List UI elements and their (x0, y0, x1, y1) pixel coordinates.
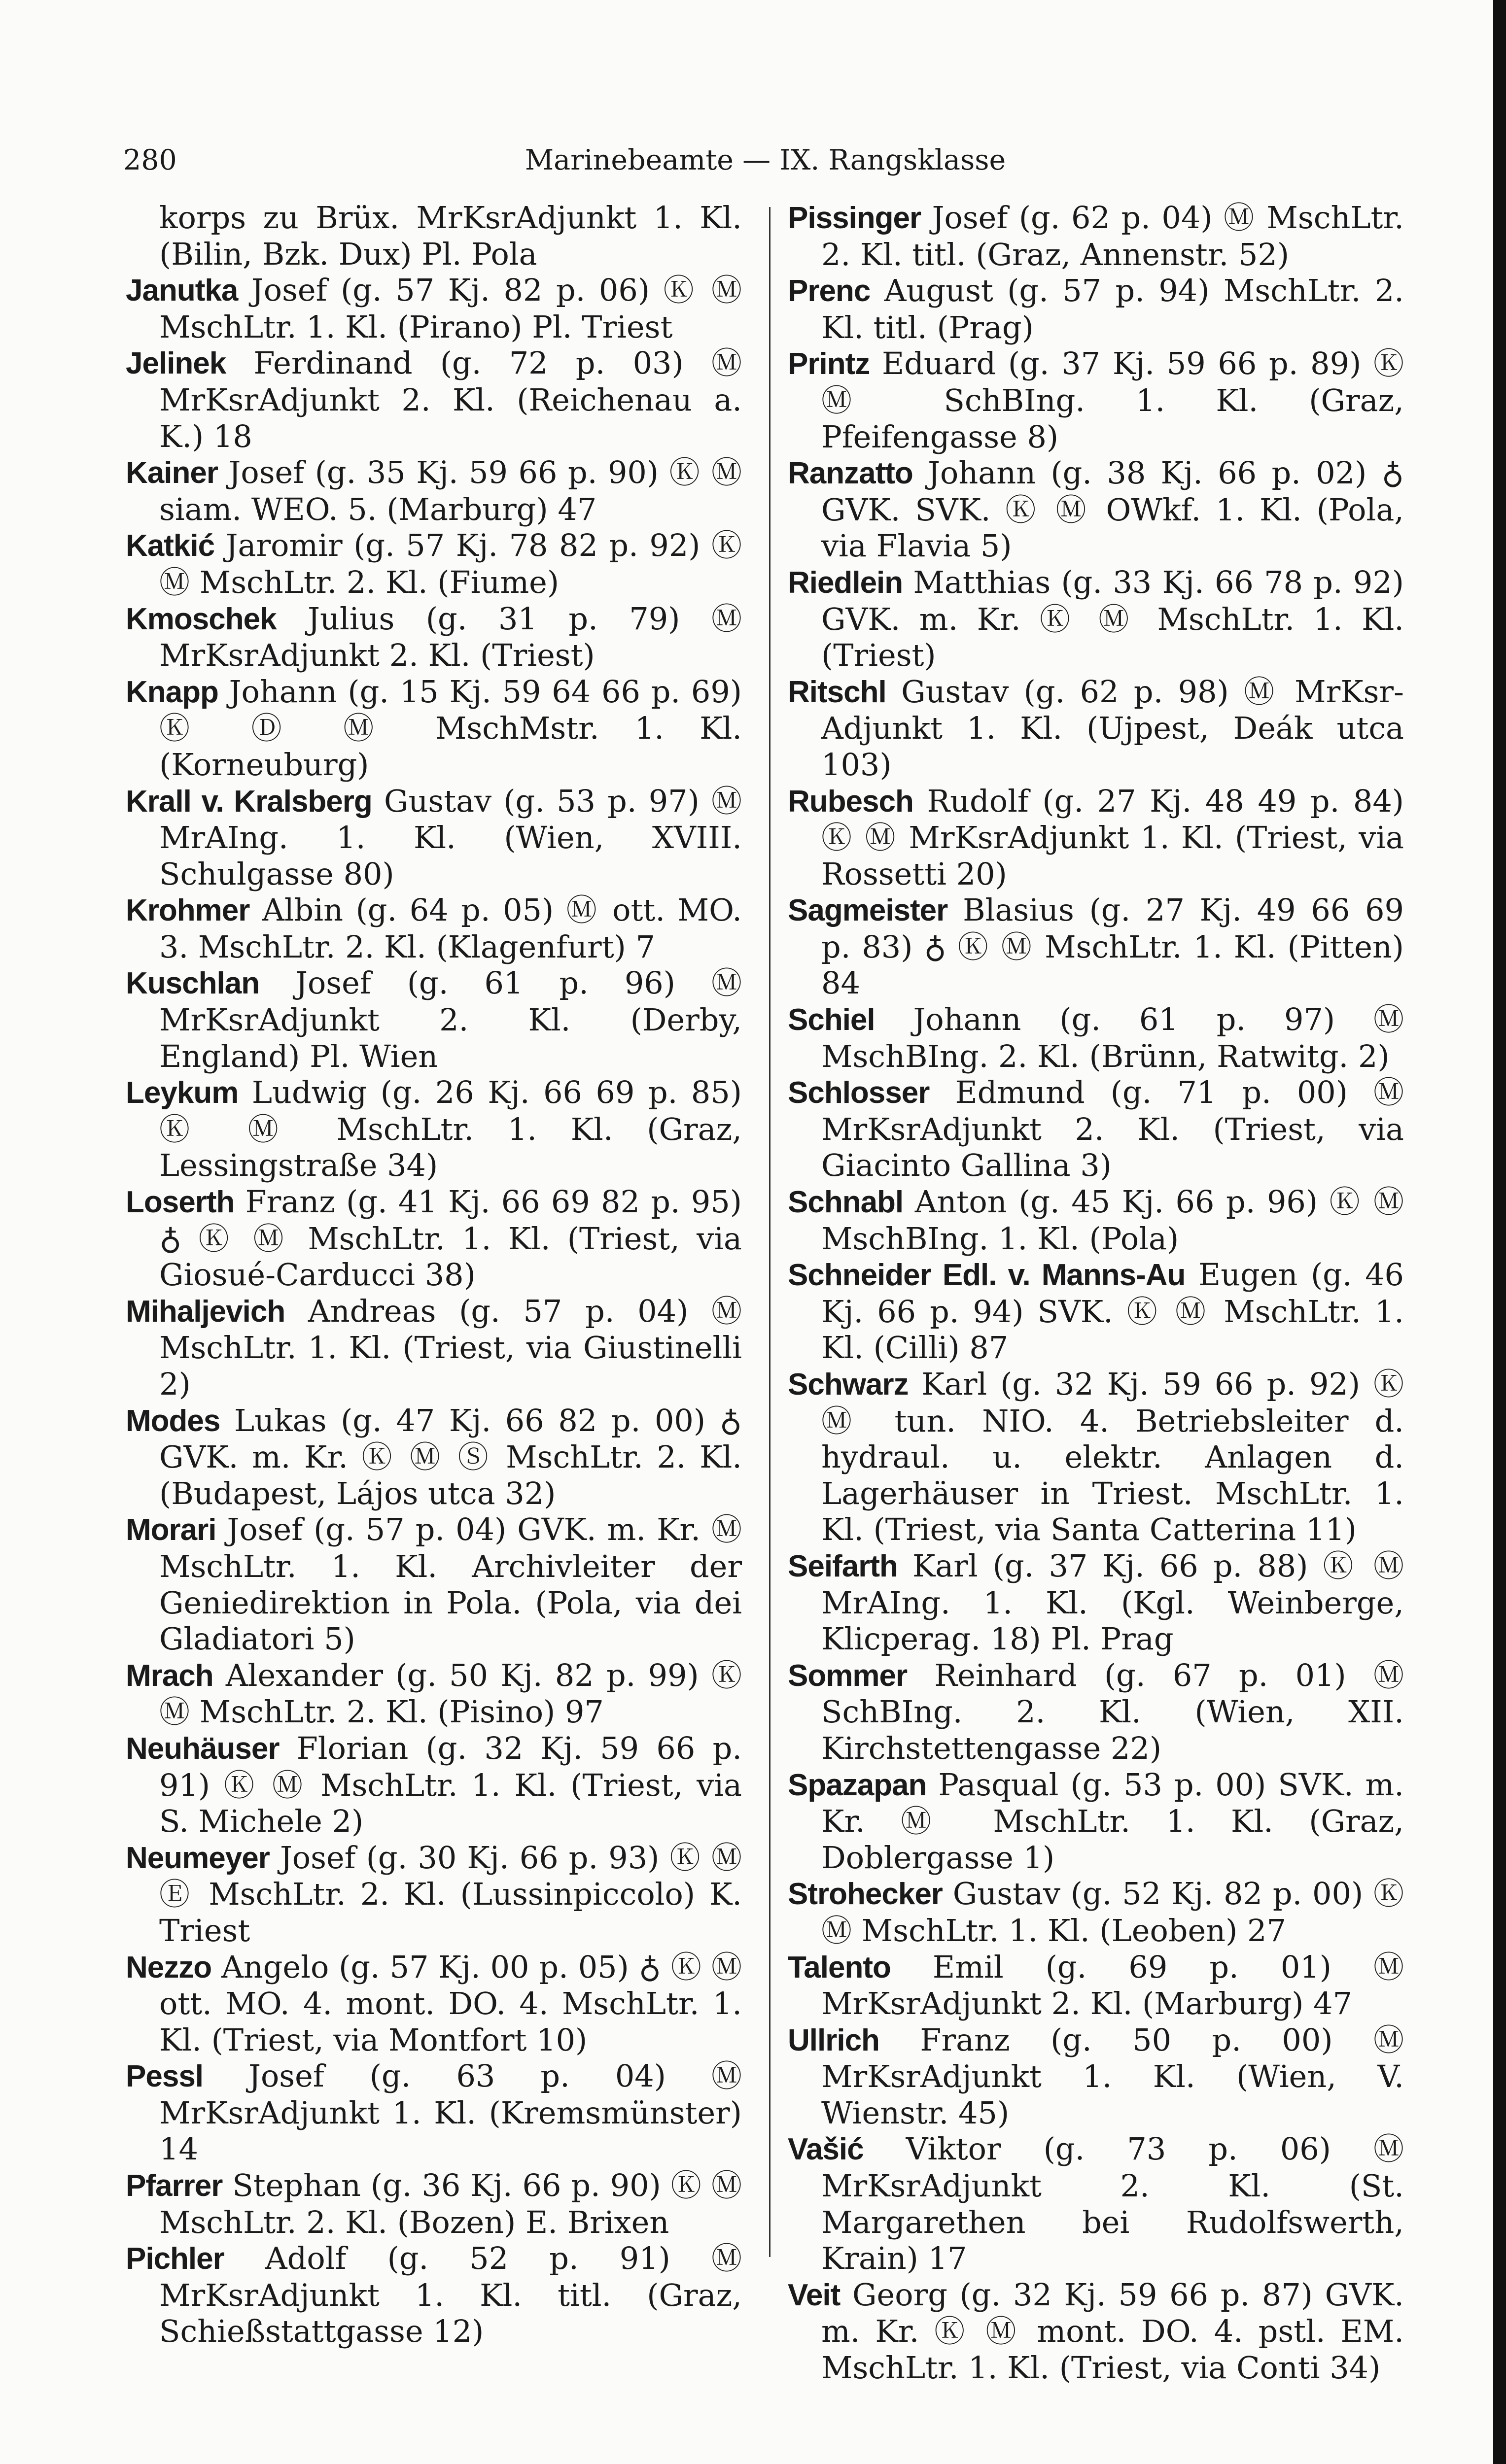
entry-surname: Strohecker (788, 1877, 943, 1912)
entry-surname: Kmoschek (126, 602, 277, 636)
directory-entry (126, 1511, 742, 1657)
page-number: 280 (123, 144, 177, 176)
entry-surname: Mihaljevich (126, 1294, 285, 1329)
directory-entry (788, 783, 1404, 892)
entry-surname: Schiel (788, 1003, 875, 1037)
entry-details: Pasqual (g. 53 p. 00) SVK. m. Kr. Ⓜ MschLtr. 1. Kl. (Graz, Doblergasse 1) (821, 1766, 1404, 1876)
directory-entry (126, 1074, 742, 1184)
page-header (123, 140, 1407, 180)
entry-details: Josef (g. 62 p. 04) Ⓜ MschLtr. 2. Kl. titl. (Graz, Annenstr. 52) (821, 200, 1404, 273)
directory-entry (788, 1548, 1404, 1657)
directory-entry (126, 1403, 742, 1512)
entry-surname: Sagmeister (788, 893, 948, 928)
directory-entry (788, 674, 1404, 783)
entry-details: Emil (g. 69 p. 01) Ⓜ MrKsrAdjunkt 2. Kl. (Marburg) 47 (821, 1949, 1404, 2022)
entry-details: Gustav (g. 53 p. 97) Ⓜ MrAIng. 1. Kl. (Wien, XVIII. Schulgasse 80) (159, 783, 742, 892)
directory-entry (788, 345, 1404, 455)
entry-details: Eduard (g. 37 Kj. 59 66 p. 89) Ⓚ Ⓜ SchBIng. 1. Kl. (Graz, Pfeifengasse 8) (821, 345, 1404, 455)
entry-details: Florian (g. 32 Kj. 59 66 p. 91) Ⓚ Ⓜ MschLtr. 1. Kl. (Triest, via S. Michele 2) (159, 1730, 742, 1840)
directory-entry (788, 200, 1404, 273)
directory-entry (126, 965, 742, 1074)
entry-surname: Pfarrer (126, 2169, 223, 2203)
entry-surname: Riedlein (788, 565, 903, 600)
entry-details: Johann (g. 61 p. 97) Ⓜ MschBIng. 2. Kl. (Brünn, Ratwitg. 2) (821, 1001, 1404, 1074)
entry-details: Karl (g. 37 Kj. 66 p. 88) Ⓚ Ⓜ MrAIng. 1. Kl. (Kgl. Weinberge, Klicperag. 18) Pl. Prag (821, 1547, 1404, 1657)
entry-details: Georg (g. 32 Kj. 59 66 p. 87) GVK. m. Kr. Ⓚ Ⓜ mont. DO. 4. pstl. EM. MschLtr. 1. Kl. (Triest, via Conti 34) (821, 2276, 1404, 2386)
entry-details: Josef (g. 57 Kj. 82 p. 06) Ⓚ Ⓜ MschLtr. 1. Kl. (Pirano) Pl. Triest (159, 272, 742, 345)
entry-details: Johann (g. 38 Kj. 66 p. 02) ♁ GVK. SVK. Ⓚ Ⓜ OWkf. 1. Kl. (Pola, via Flavia 5) (821, 455, 1404, 564)
directory-entry (788, 2022, 1404, 2131)
directory-entry (126, 345, 742, 454)
entry-surname: Pessl (126, 2059, 204, 2094)
entry-details: Franz (g. 50 p. 00) Ⓜ MrKsrAdjunkt 1. Kl. (Wien, V. Wienstr. 45) (821, 2021, 1404, 2131)
entry-surname: Ritschl (788, 675, 886, 709)
directory-entry (126, 2058, 742, 2167)
directory-entry (126, 892, 742, 965)
directory-entry (126, 1293, 742, 1403)
entry-details: Gustav (g. 62 p. 98) Ⓜ MrKsr-Adjunkt 1. Kl. (Ujpest, Deák utca 103) (821, 673, 1404, 783)
entry-surname: Schneider Edl. v. Manns-Au (788, 1258, 1186, 1293)
entry-details: Viktor (g. 73 p. 06) Ⓜ MrKsrAdjunkt 2. Kl. (St. Margarethen bei Rudolfswerth, Krain) 17 (821, 2131, 1404, 2277)
directory-entry (788, 1657, 1404, 1767)
directory-entry (788, 564, 1404, 674)
directory-entry (126, 2240, 742, 2350)
entry-surname: Krall v. Kralsberg (126, 784, 372, 819)
entry-details: Anton (g. 45 Kj. 66 p. 96) Ⓚ Ⓜ MschBIng. 1. Kl. (Pola) (821, 1184, 1404, 1257)
entry-details: Stephan (g. 36 Kj. 66 p. 90) Ⓚ Ⓜ MschLtr. 2. Kl. (Bozen) E. Brixen (159, 2167, 742, 2240)
entry-details: Andreas (g. 57 p. 04) Ⓜ MschLtr. 1. Kl. (Triest, via Giustinelli 2) (159, 1293, 742, 1402)
entry-details: Gustav (g. 52 Kj. 82 p. 00) Ⓚ Ⓜ MschLtr. 1. Kl. (Leoben) 27 (821, 1876, 1404, 1949)
entry-surname: Spazapan (788, 1768, 927, 1802)
directory-entry (788, 2131, 1404, 2276)
directory-entry (126, 783, 742, 892)
entry-details: Josef (g. 30 Kj. 66 p. 93) Ⓚ Ⓜ Ⓔ MschLtr. 2. Kl. (Lussinpiccolo) K. Triest (159, 1839, 742, 1949)
entry-details: Eugen (g. 46 Kj. 66 p. 94) SVK. Ⓚ Ⓜ MschLtr. 1. Kl. (Cilli) 87 (821, 1257, 1404, 1366)
entry-details: Johann (g. 15 Kj. 59 64 66 p. 69) Ⓚ Ⓓ Ⓜ MschMstr. 1. Kl. (Korneuburg) (159, 673, 742, 783)
directory-entry (126, 674, 742, 783)
entry-surname: Pichler (126, 2242, 224, 2276)
entry-surname: Kuschlan (126, 966, 260, 1001)
directory-entry (788, 892, 1404, 1001)
directory-entry (788, 1184, 1404, 1257)
entry-surname: Leykum (126, 1076, 239, 1110)
entry-surname: Pissinger (788, 201, 921, 235)
entry-surname: Vašić (788, 2132, 864, 2167)
directory-entry (788, 1366, 1404, 1548)
entry-details: Rudolf (g. 27 Kj. 48 49 p. 84) Ⓚ Ⓜ MrKsrAdjunkt 1. Kl. (Triest, via Rossetti 20) (821, 783, 1404, 892)
directory-entry (126, 1657, 742, 1730)
entry-details: Josef (g. 57 p. 04) GVK. m. Kr. Ⓜ MschLtr. 1. Kl. Archivleiter der Geniedirektion in Pola. (Pola, via dei Gladiatori 5) (159, 1511, 742, 1657)
entry-surname: Krohmer (126, 893, 250, 928)
directory-entry (788, 1257, 1404, 1366)
directory-entry (126, 1730, 742, 1840)
entry-details: August (g. 57 p. 94) MschLtr. 2. Kl. titl. (Prag) (821, 273, 1404, 345)
directory-entry (126, 454, 742, 527)
page-edge (1493, 0, 1506, 2464)
entry-details: Alexander (g. 50 Kj. 82 p. 99) Ⓚ Ⓜ MschLtr. 2. Kl. (Pisino) 97 (159, 1657, 742, 1730)
directory-entry (126, 601, 742, 674)
directory-entry (788, 1074, 1404, 1184)
entry-surname: Kainer (126, 456, 218, 490)
directory-entry (788, 2277, 1404, 2386)
entry-details: Matthias (g. 33 Kj. 66 78 p. 92) GVK. m. Kr. Ⓚ Ⓜ MschLtr. 1. Kl. (Triest) (821, 564, 1404, 674)
entry-surname: Loserth (126, 1185, 235, 1220)
directory-entry (788, 1767, 1404, 1876)
entry-surname: Printz (788, 347, 870, 381)
entry-surname: Ullrich (788, 2023, 879, 2057)
entry-details: Josef (g. 35 Kj. 59 66 p. 90) Ⓚ Ⓜ siam. WEO. 5. (Marburg) 47 (159, 454, 742, 527)
entry-surname: Neumeyer (126, 1841, 270, 1875)
entry-details: Blasius (g. 27 Kj. 49 66 69 p. 83) ♁ Ⓚ Ⓜ MschLtr. 1. Kl. (Pitten) 84 (821, 892, 1404, 1001)
right-column (788, 200, 1404, 2386)
entry-surname: Morari (126, 1513, 216, 1547)
directory-entry (788, 1876, 1404, 1949)
entry-surname: Sommer (788, 1658, 908, 1693)
entry-details: Edmund (g. 71 p. 00) Ⓜ MrKsrAdjunkt 2. Kl. (Triest, via Giacinto Gallina 3) (821, 1074, 1404, 1184)
entry-surname: Knapp (126, 675, 218, 709)
entry-surname: Talento (788, 1950, 891, 1985)
entry-details: Adolf (g. 52 p. 91) Ⓜ MrKsrAdjunkt 1. Kl. titl. (Graz, Schießstattgasse 12) (159, 2240, 742, 2350)
directory-entry (126, 1840, 742, 1949)
directory-entry (126, 200, 742, 272)
column-divider (769, 207, 771, 2257)
entry-surname: Ranzatto (788, 456, 913, 491)
entry-surname: Rubesch (788, 784, 913, 819)
entry-details: Reinhard (g. 67 p. 01) Ⓜ SchBIng. 2. Kl. (Wien, XII. Kirchstettengasse 22) (821, 1657, 1404, 1766)
entry-details: Ferdinand (g. 72 p. 03) Ⓜ MrKsrAdjunkt 2. Kl. (Reichenau a. K.) 18 (159, 345, 742, 454)
entry-surname: Modes (126, 1403, 220, 1438)
directory-entry (788, 1001, 1404, 1074)
entry-surname: Jelinek (126, 346, 226, 381)
entry-surname: Prenc (788, 274, 871, 308)
entry-details: Albin (g. 64 p. 05) Ⓜ ott. MO. 3. MschLtr. 2. Kl. (Klagenfurt) 7 (159, 892, 742, 965)
entry-details: Angelo (g. 57 Kj. 00 p. 05) ♁ Ⓚ Ⓜ ott. MO. 4. mont. DO. 4. MschLtr. 1. Kl. (Triest, via Montfort 10) (159, 1949, 742, 2058)
entry-details: Josef (g. 63 p. 04) Ⓜ MrKsrAdjunkt 1. Kl. (Kremsmünster) 14 (159, 2058, 742, 2167)
entry-details: Jaromir (g. 57 Kj. 78 82 p. 92) Ⓚ Ⓜ MschLtr. 2. Kl. (Fiume) (159, 527, 742, 600)
entry-details: Josef (g. 61 p. 96) Ⓜ MrKsrAdjunkt 2. Kl. (Derby, England) Pl. Wien (159, 965, 742, 1074)
directory-entry (126, 1949, 742, 2058)
left-column (126, 200, 742, 2350)
entry-details: Lukas (g. 47 Kj. 66 82 p. 00) ♁ GVK. m. Kr. Ⓚ Ⓜ Ⓢ MschLtr. 2. Kl. (Budapest, Lájos utca 32) (159, 1402, 742, 1511)
entry-surname: Katkić (126, 529, 215, 563)
directory-entry (126, 272, 742, 345)
directory-entry (126, 1184, 742, 1293)
directory-entry (788, 455, 1404, 564)
entry-surname: Mrach (126, 1658, 213, 1693)
entry-surname: Neuhäuser (126, 1731, 280, 1766)
entry-surname: Janutka (126, 274, 238, 308)
directory-entry (788, 273, 1404, 345)
directory-entry (126, 2167, 742, 2240)
directory-entry (126, 527, 742, 600)
entry-details: Ludwig (g. 26 Kj. 66 69 p. 85) Ⓚ Ⓜ MschLtr. 1. Kl. (Graz, Lessingstraße 34) (159, 1074, 742, 1184)
entry-details: Franz (g. 41 Kj. 66 69 82 p. 95) ♁ Ⓚ Ⓜ MschLtr. 1. Kl. (Triest, via Giosué-Carducci 38) (159, 1184, 742, 1293)
entry-details: Julius (g. 31 p. 79) Ⓜ MrKsrAdjunkt 2. Kl. (Triest) (159, 600, 742, 674)
running-head: Marinebeamte — IX. Rangsklasse (525, 144, 1006, 176)
directory-entry (788, 1949, 1404, 2022)
entry-details: Karl (g. 32 Kj. 59 66 p. 92) Ⓚ Ⓜ tun. NIO. 4. Betriebsleiter d. hydraul. u. elektr. Anlagen d. Lagerhäuser in Triest. MschLtr. 1. Kl. (Triest, via Santa Catterina 11) (821, 1366, 1404, 1548)
entry-details: korps zu Brüx. MrKsrAdjunkt 1. Kl. (Bilin, Bzk. Dux) Pl. Pola (159, 200, 742, 272)
entry-surname: Nezzo (126, 1950, 212, 1985)
entry-surname: Schnabl (788, 1185, 904, 1220)
entry-surname: Seifarth (788, 1549, 898, 1583)
entry-surname: Veit (788, 2278, 841, 2312)
entry-surname: Schwarz (788, 1368, 909, 1402)
entry-surname: Schlosser (788, 1076, 930, 1110)
